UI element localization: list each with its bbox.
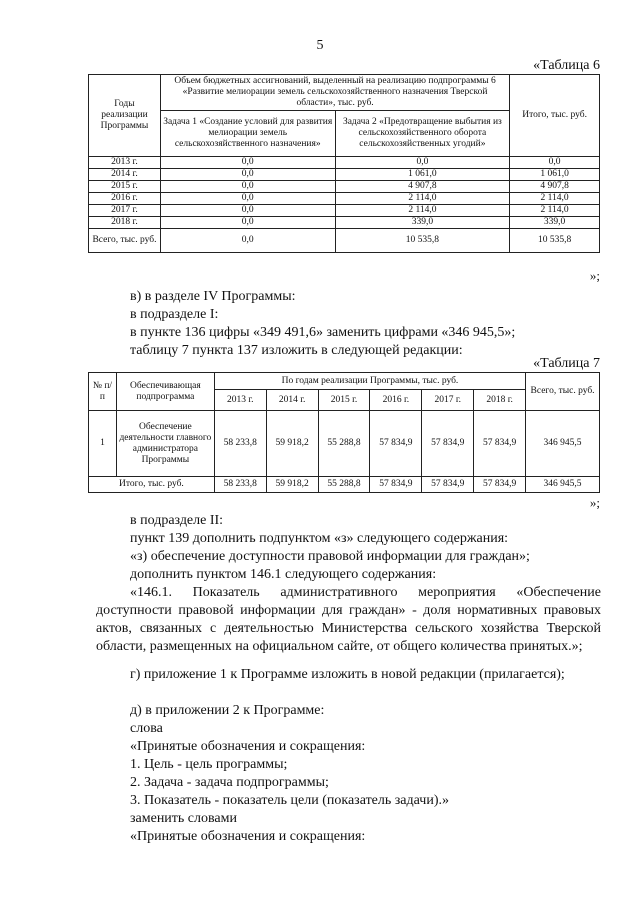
table-row [89,193,600,205]
page-number: 5 [316,38,324,53]
table-7 [88,372,600,493]
total-cell: 339,0 [510,217,600,229]
year-header: 2018 г. [474,390,526,411]
table6-closing: »; [589,268,600,283]
task1-cell: 0,0 [160,205,335,217]
table-6 [88,74,600,253]
task2-cell: 1 061,0 [335,169,510,181]
text-line: в) в разделе IV Программы: [130,289,296,304]
table7-closing: »; [589,495,600,510]
table-row [89,157,600,169]
table-row [89,411,600,477]
table6-head-group: Объем бюджетных ассигнований, выделенный на реализацию подпрограммы 6 «Развитие мелиорации земель сельскохозяйственного назначения Тверской области», тыс. руб. [160,75,509,111]
table-row [89,169,600,181]
table-row [89,217,600,229]
value-cell: 58 233,8 [214,411,266,477]
value-cell: 57 834,9 [370,411,422,477]
text-line: заменить словами [130,811,237,826]
text-line: в подразделе II: [130,513,224,528]
paragraph-g: г) приложение 1 к Программе изложить в новой редакции (прилагается); [130,667,565,682]
text-line: в подразделе I: [130,307,219,322]
value-cell: 57 834,9 [370,477,422,493]
table7-head-agency: Обеспечивающая подпрограмма [116,373,214,411]
value-cell: 57 834,9 [474,411,526,477]
year-cell: Всего, тыс. руб. [89,229,161,253]
table6-label: «Таблица 6 [533,58,600,73]
table7-head-num: № п/п [89,373,117,411]
total-cell: 4 907,8 [510,181,600,193]
year-cell: 2016 г. [89,193,161,205]
total-cell: 2 114,0 [510,193,600,205]
total-cell: 2 114,0 [510,205,600,217]
text-line: 3. Показатель - показатель цели (показатель задачи).» [130,793,449,808]
text-line: 2. Задача - задача подпрограммы; [130,775,329,790]
text-line: д) в приложении 2 к Программе: [130,703,325,718]
total-cell: 346 945,5 [526,411,600,477]
row-name: Обеспечение деятельности главного администратора Программы [116,411,214,477]
year-cell: 2018 г. [89,217,161,229]
task2-cell: 4 907,8 [335,181,510,193]
year-cell: 2015 г. [89,181,161,193]
value-cell: 59 918,2 [266,477,318,493]
text-line: «Принятые обозначения и сокращения: [130,829,366,844]
table6-head-total: Итого, тыс. руб. [510,75,600,157]
year-cell: 2013 г. [89,157,161,169]
total-cell: 1 061,0 [510,169,600,181]
table7-head-total: Всего, тыс. руб. [526,373,600,411]
year-header: 2015 г. [318,390,370,411]
year-header: 2014 г. [266,390,318,411]
task2-cell: 2 114,0 [335,205,510,217]
text-line: таблицу 7 пункта 137 изложить в следующей редакции: [130,343,463,358]
task1-cell: 0,0 [160,229,335,253]
year-cell: 2017 г. [89,205,161,217]
value-cell: 59 918,2 [266,411,318,477]
value-cell: 57 834,9 [474,477,526,493]
value-cell: 55 288,8 [318,411,370,477]
row-number: 1 [89,411,117,477]
table-row [89,477,600,493]
text-line: «з) обеспечение доступности правовой информации для граждан»; [130,549,530,564]
table-row [89,181,600,193]
total-row-label: Итого, тыс. руб. [89,477,215,493]
year-header: 2013 г. [214,390,266,411]
year-header: 2017 г. [422,390,474,411]
paragraph-146-1: «146.1. Показатель административного мероприятия «Обеспечение доступности правовой информации для граждан» - доля нормативных правовых актов, связанных с деятельностью Министерства сельского хозяйства Тверской области, размещенных на официальном сайте, от общего количества принятых.»; [96,585,601,654]
task1-cell: 0,0 [160,217,335,229]
task1-cell: 0,0 [160,157,335,169]
task1-cell: 0,0 [160,169,335,181]
value-cell: 55 288,8 [318,477,370,493]
text-line: пункт 139 дополнить подпунктом «з» следующего содержания: [130,531,509,546]
value-cell: 58 233,8 [214,477,266,493]
year-header: 2016 г. [370,390,422,411]
table6-head-task1: Задача 1 «Создание условий для развития мелиорации земель сельскохозяйственного назначения» [160,111,335,157]
task1-cell: 0,0 [160,181,335,193]
table7-head-group: По годам реализации Программы, тыс. руб. [214,373,525,390]
text-line: слова [130,721,163,736]
value-cell: 57 834,9 [422,411,474,477]
table-row [89,229,600,253]
value-cell: 57 834,9 [422,477,474,493]
task2-cell: 10 535,8 [335,229,510,253]
total-cell: 346 945,5 [526,477,600,493]
total-cell: 0,0 [510,157,600,169]
task2-cell: 2 114,0 [335,193,510,205]
year-cell: 2014 г. [89,169,161,181]
table-row [89,205,600,217]
text-line: «Принятые обозначения и сокращения: [130,739,366,754]
text-line: дополнить пунктом 146.1 следующего содержания: [130,567,437,582]
task2-cell: 0,0 [335,157,510,169]
table6-head-task2: Задача 2 «Предотвращение выбытия из сельскохозяйственного оборота сельскохозяйственных угодий» [335,111,510,157]
table7-label: «Таблица 7 [533,356,600,371]
table6-head-years: Годы реализации Программы [89,75,161,157]
text-line: 1. Цель - цель программы; [130,757,288,772]
task1-cell: 0,0 [160,193,335,205]
text-line: в пункте 136 цифры «349 491,6» заменить цифрами «346 945,5»; [130,325,516,340]
task2-cell: 339,0 [335,217,510,229]
total-cell: 10 535,8 [510,229,600,253]
